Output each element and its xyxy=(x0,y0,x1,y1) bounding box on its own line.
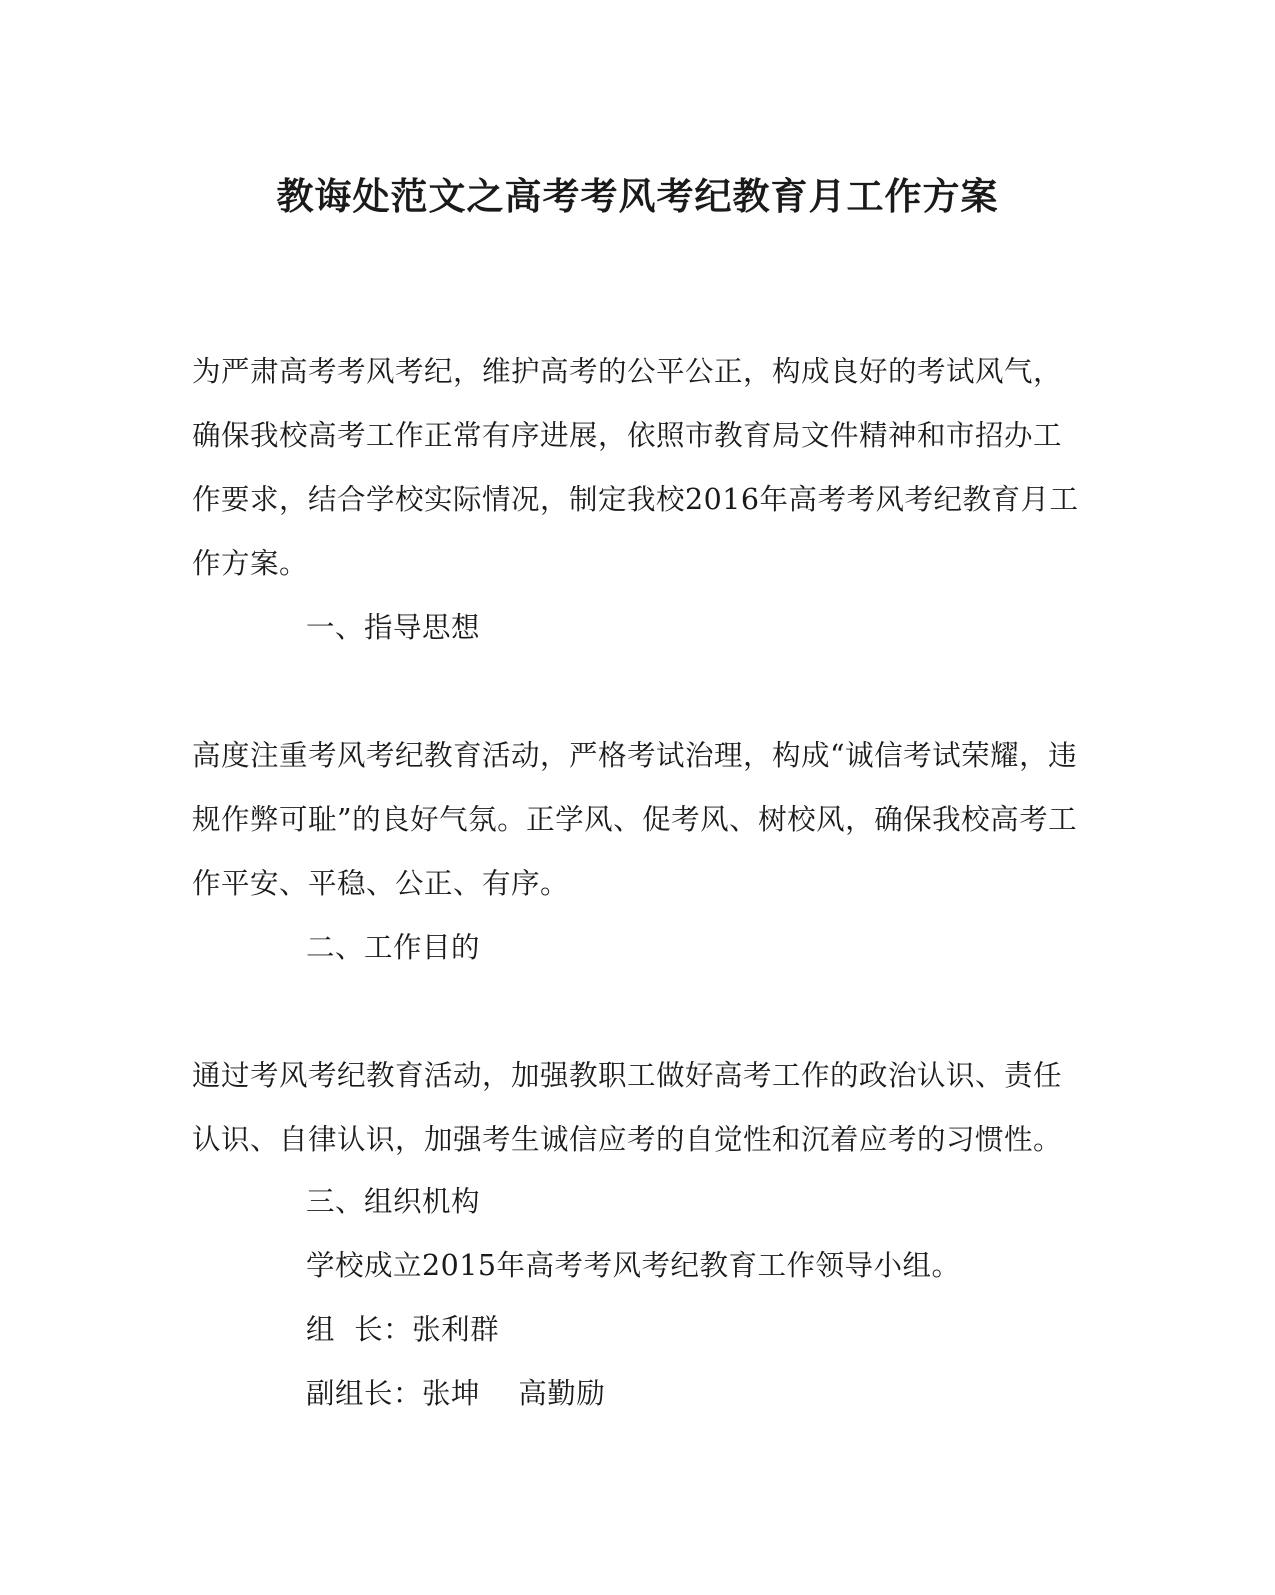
paragraph-line: 认识、自律认识，加强考生诚信应考的自觉性和沉着应考的习惯性。 xyxy=(192,1123,1063,1156)
paragraph-line: 规作弊可耻”的良好气氛。正学风、促考风、树校风，确保我校高考工 xyxy=(192,803,1078,836)
section-heading-work-goals: 二、工作目的 xyxy=(306,931,481,964)
paragraph-line: 高度注重考风考纪教育活动，严格考试治理，构成“诚信考试荣耀，违 xyxy=(192,739,1078,772)
section1-paragraph xyxy=(192,724,1082,916)
group-leader-line: 组 长：张利群 xyxy=(306,1313,500,1346)
organization-statement: 学校成立2015年高考考风考纪教育工作领导小组。 xyxy=(306,1249,961,1282)
section-heading-guiding-ideology: 一、指导思想 xyxy=(306,611,481,644)
paragraph-line: 作要求，结合学校实际情况，制定我校2016年高考考风考纪教育月工 xyxy=(192,483,1079,516)
intro-paragraph xyxy=(192,340,1082,596)
paragraph-line: 确保我校高考工作正常有序进展，依照市教育局文件精神和市招办工 xyxy=(192,419,1063,452)
paragraph-line: 通过考风考纪教育活动，加强教职工做好高考工作的政治认识、责任 xyxy=(192,1059,1063,1092)
document-title: 教诲处范文之高考考风考纪教育月工作方案 xyxy=(276,174,999,218)
paragraph-line: 作方案。 xyxy=(192,547,309,580)
deputy-leader-line: 副组长：张坤 高勤励 xyxy=(306,1377,606,1410)
paragraph-line: 作平安、平稳、公正、有序。 xyxy=(192,867,570,900)
paragraph-line: 为严肃高考考风考纪，维护高考的公平公正，构成良好的考试风气， xyxy=(192,355,1063,388)
section-heading-organization: 三、组织机构 xyxy=(306,1185,481,1218)
section2-paragraph xyxy=(192,1044,1082,1172)
